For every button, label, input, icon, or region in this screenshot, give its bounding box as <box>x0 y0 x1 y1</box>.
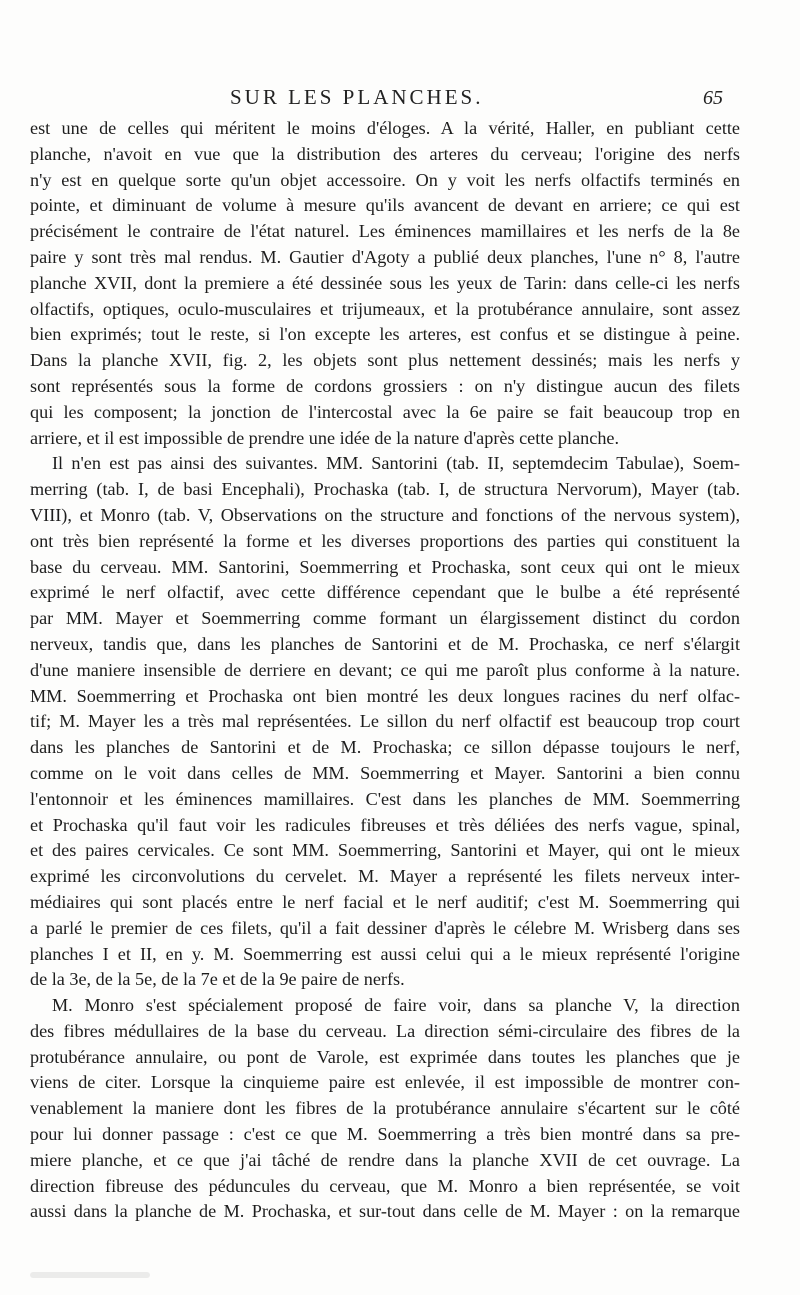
text-line: dans les planches de Santorini et de M. Prochaska; ce sillon dépasse toujours le nerf, <box>30 737 740 758</box>
text-line: protubérance annulaire, ou pont de Varole, est exprimée dans toutes les planches que je <box>30 1046 740 1067</box>
text-line: est une de celles qui méritent le moins d'éloges. A la vérité, Haller, en publiant cette <box>30 118 740 138</box>
text-line: viens de citer. Lorsque la cinquieme paire est enlevée, il est impossible de montrer con- <box>30 1072 740 1093</box>
paragraph-start-line: Il n'en est pas ainsi des suivantes. MM. Santorini (tab. II, septemdecim Tabulae), Soem- <box>52 453 740 474</box>
page-number: 65 <box>703 87 723 109</box>
text-line: précisément le contraire de l'état naturel. Les éminences mamillaires et les nerfs de la 8e <box>30 221 740 242</box>
running-head <box>0 85 800 115</box>
text-line: pointe, et diminuant de volume à mesure qu'ils avancent de devant en arriere; ce qui est <box>30 195 740 216</box>
text-line: comme on le voit dans celles de MM. Soemmerring et Mayer. Santorini a bien connu <box>30 762 740 783</box>
text-line: planche XVII, dont la premiere a été dessinée sous les yeux de Tarin: dans celle-ci les nerfs <box>30 272 740 293</box>
text-line: planche, n'avoit en vue que la distribution des arteres du cerveau; l'origine des nerfs <box>30 143 740 164</box>
text-line: par MM. Mayer et Soemmerring comme formant un élargissement distinct du cordon <box>30 608 740 629</box>
text-line: base du cerveau. MM. Santorini, Soemmerring et Prochaska, sont ceux qui ont le mieux <box>30 556 740 577</box>
text-line: exprimé les circonvolutions du cervelet. M. Mayer a représenté les filets nerveux inter- <box>30 866 740 887</box>
text-line: direction fibreuse des péduncules du cerveau, que M. Monro a bien représentée, se voit <box>30 1175 740 1196</box>
text-line: et des paires cervicales. Ce sont MM. Soemmerring, Santorini et Mayer, qui ont le mieux <box>30 840 740 861</box>
text-line: MM. Soemmerring et Prochaska ont bien montré les deux longues racines du nerf olfac- <box>30 685 740 706</box>
text-line: ont très bien représenté la forme et les diverses proportions des parties qui constituent la <box>30 530 740 551</box>
text-line: venablement la maniere dont les fibres de la protubérance annulaire s'écartent sur le côté <box>30 1098 740 1119</box>
text-line: bien exprimés; tout le reste, si l'on excepte les arteres, est confus et se distingue à peine. <box>30 324 740 345</box>
text-line: olfactifs, optiques, oculo-musculaires et trijumeaux, et la protubérance annulaire, sont assez <box>30 298 740 319</box>
text-line: aussi dans la planche de M. Prochaska, et sur-tout dans celle de M. Mayer : on la remarque <box>30 1201 740 1222</box>
text-line: miere planche, et ce que j'ai tâché de rendre dans la planche XVII de cet ouvrage. La <box>30 1149 740 1170</box>
text-line: qui les composent; la jonction de l'intercostal avec la 6e paire se fait beaucoup trop en <box>30 401 740 422</box>
text-line: VIII), et Monro (tab. V, Observations on the structure and fonctions of the nervous system), <box>30 504 740 525</box>
text-line: et Prochaska qu'il faut voir les radicules fibreuses et très déliées des nerfs vague, spinal, <box>30 814 740 835</box>
text-line: médiaires qui sont placés entre le nerf facial et le nerf auditif; c'est M. Soemmerring qui <box>30 891 740 912</box>
text-line: de la 3e, de la 5e, de la 7e et de la 9e paire de nerfs. <box>30 969 405 990</box>
text-body <box>30 116 740 1225</box>
ink-smudge <box>30 1272 150 1278</box>
text-line: n'y est en quelque sorte qu'un objet accessoire. On y voit les nerfs olfactifs terminés en <box>30 169 740 190</box>
text-line: planches I et II, en y. M. Soemmerring est aussi celui qui a le mieux représenté l'origine <box>30 943 740 964</box>
text-line: tif; M. Mayer les a très mal représentées. Le sillon du nerf olfactif est beaucoup trop court <box>30 711 740 732</box>
text-line: d'une maniere insensible de derriere en devant; ce qui me paroît plus conforme à la nature. <box>30 659 740 680</box>
text-line: exprimé le nerf olfactif, avec cette différence cependant que le bulbe a été représenté <box>30 582 740 603</box>
text-line: l'entonnoir et les éminences mamillaires. C'est dans les planches de MM. Soemmerring <box>30 788 740 809</box>
text-line: des fibres médullaires de la base du cerveau. La direction sémi-circulaire des fibres de la <box>30 1020 740 1041</box>
text-line: Dans la planche XVII, fig. 2, les objets sont plus nettement dessinés; mais les nerfs y <box>30 350 740 371</box>
running-title: SUR LES PLANCHES. <box>230 85 484 109</box>
paragraph-start-line: M. Monro s'est spécialement proposé de faire voir, dans sa planche V, la direction <box>52 995 740 1016</box>
text-line: paire y sont très mal rendus. M. Gautier d'Agoty a publié deux planches, l'une n° 8, l'autre <box>30 246 740 267</box>
text-line: a parlé le premier de ces filets, qu'il a fait dessiner d'après le célebre M. Wrisberg dans ses <box>30 917 740 938</box>
text-line: sont représentés sous la forme de cordons grossiers : on n'y distingue aucun des filets <box>30 375 740 396</box>
text-line: pour lui donner passage : c'est ce que M. Soemmerring a très bien montré dans sa pre- <box>30 1124 740 1145</box>
text-line: nerveux, tandis que, dans les planches de Santorini et de M. Prochaska, ce nerf s'élargit <box>30 633 740 654</box>
text-line: arriere, et il est impossible de prendre une idée de la nature d'après cette planche. <box>30 427 620 448</box>
text-line: merring (tab. I, de basi Encephali), Prochaska (tab. I, de structura Nervorum), Mayer (tab. <box>30 479 740 500</box>
